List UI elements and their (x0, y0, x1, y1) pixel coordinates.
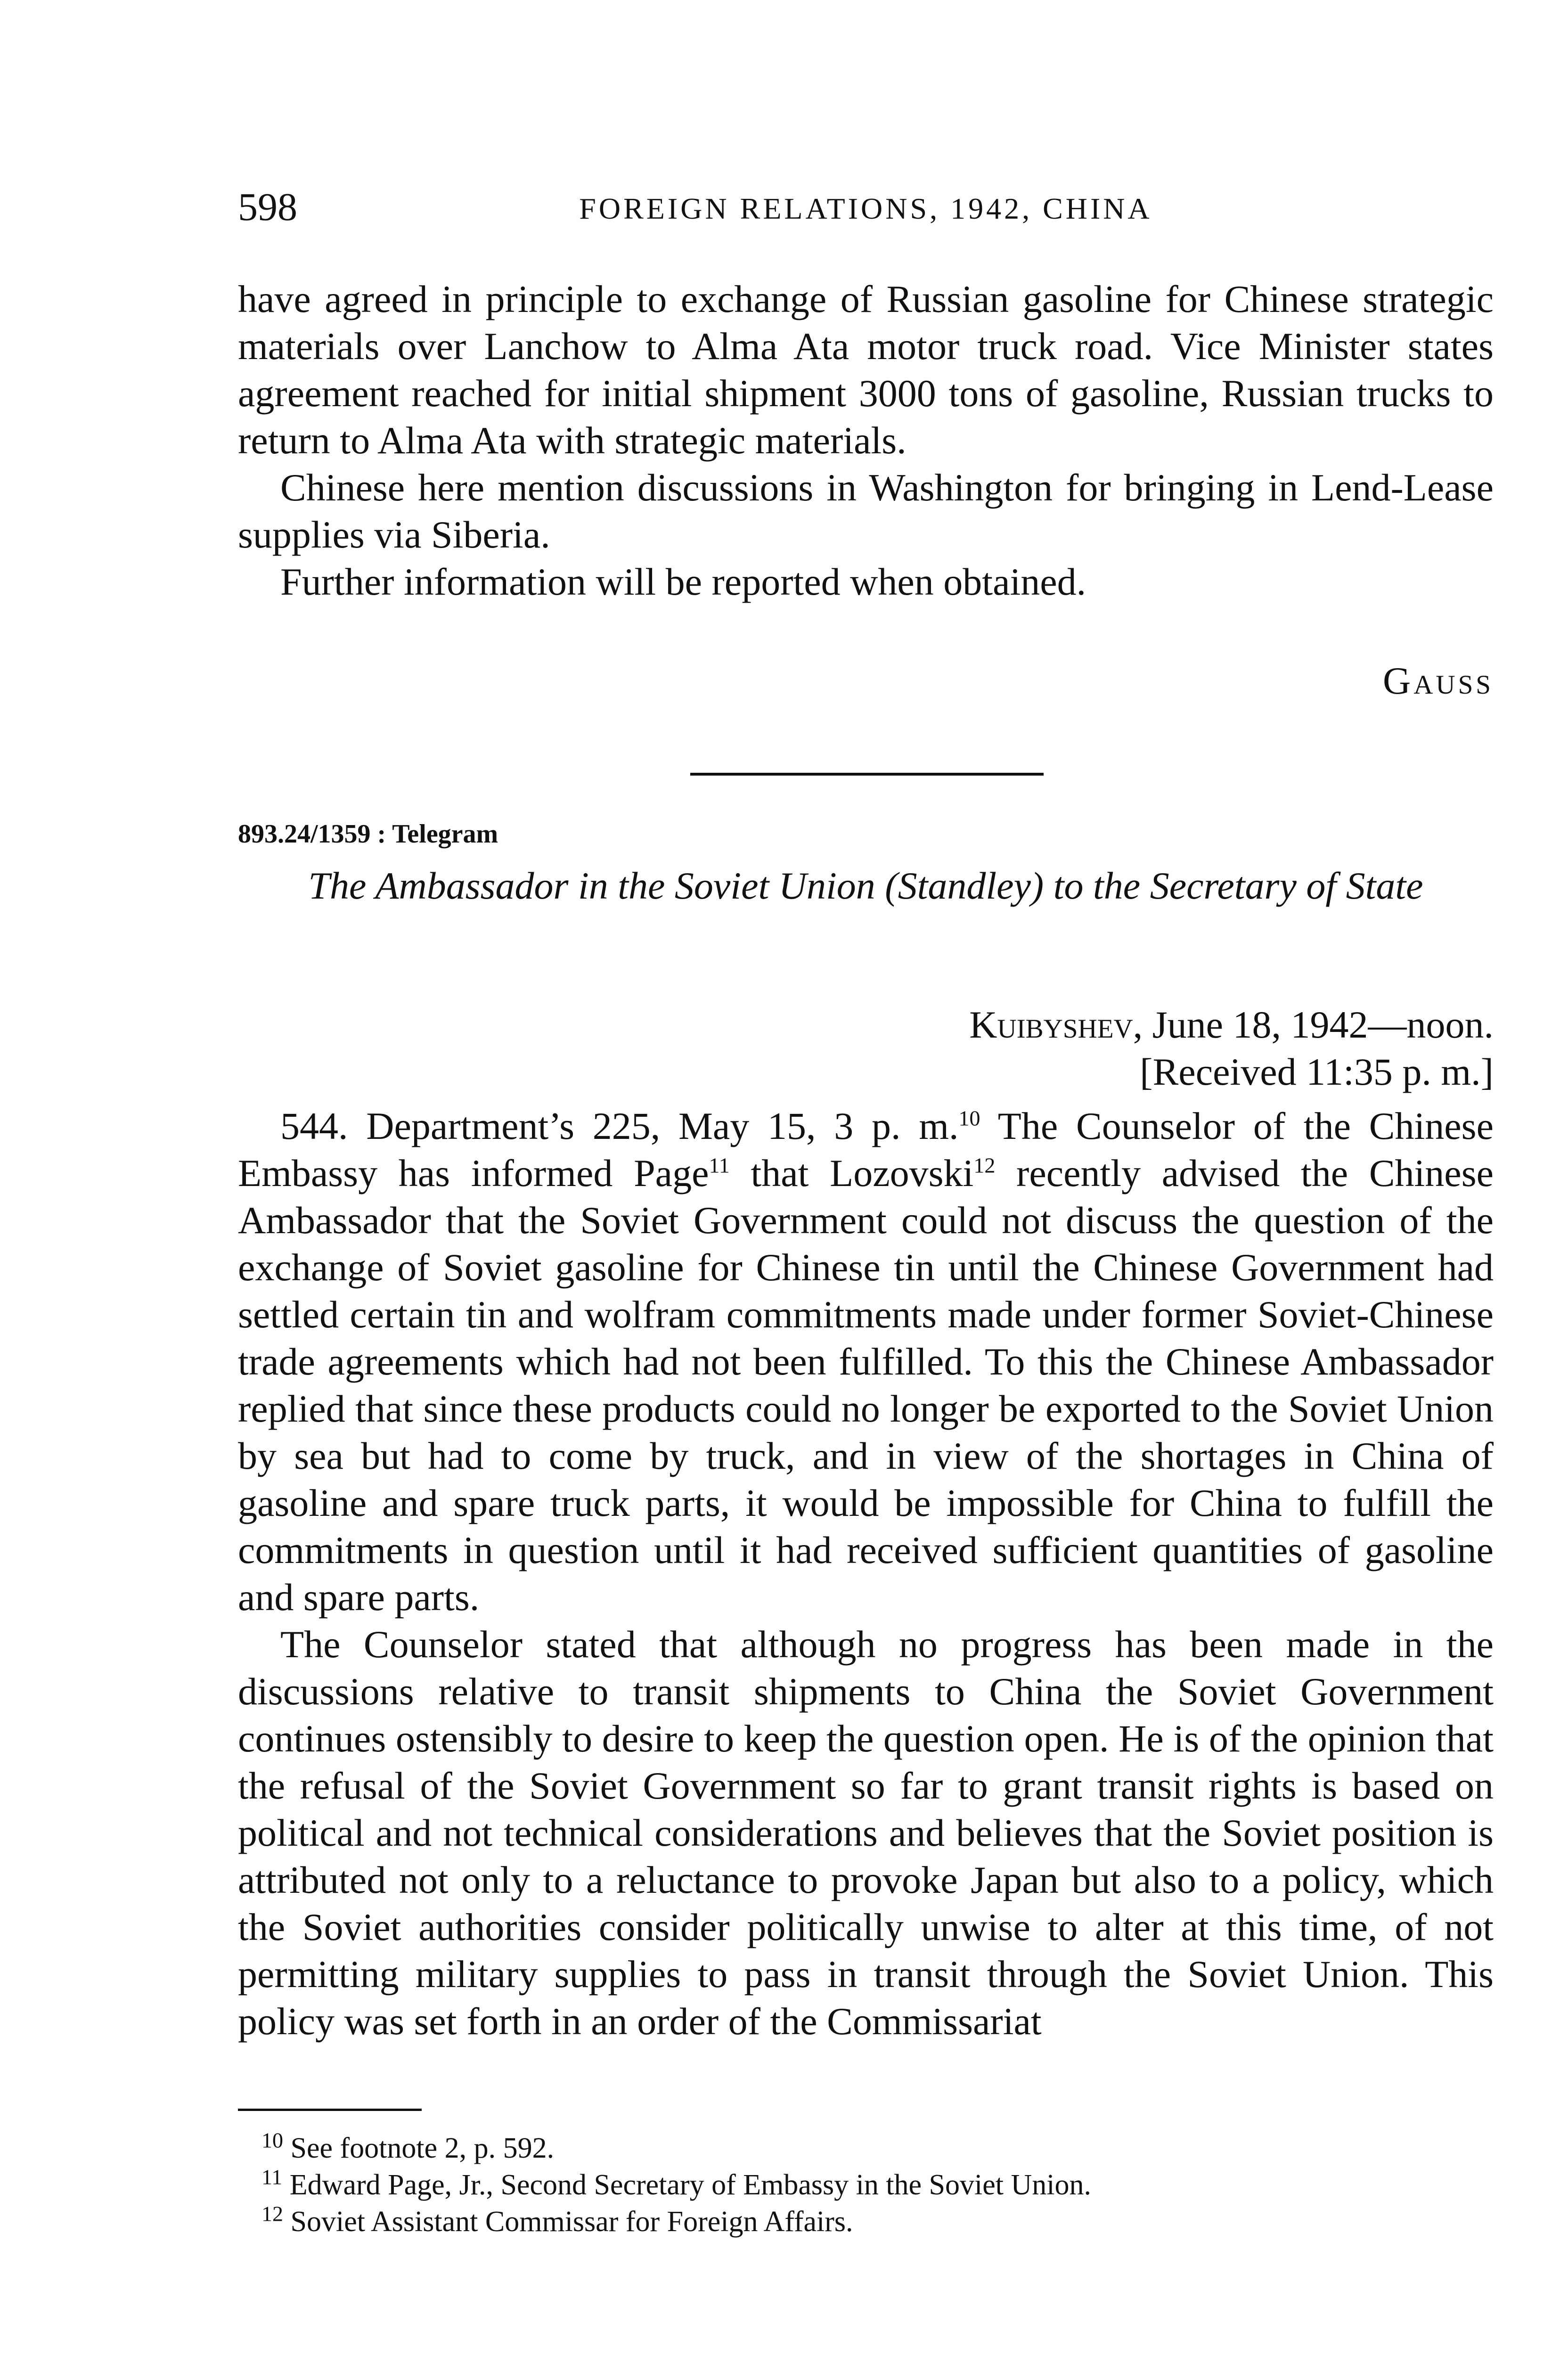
footnote (261, 2203, 1494, 2240)
section-divider (690, 773, 1044, 776)
received-line: [Received 11:35 p. m.] (1140, 1050, 1494, 1093)
text-run: recently advised the Chinese Ambassador that the Soviet Government could not discuss the question of the exchange of Soviet gasoline for Chinese tin until the Chinese Government had settled certain tin and wolfram commitments made under former Soviet-Chinese trade agreements which had not been fulfilled. To this the Chinese Ambassador replied that since these products could no longer be exported to the Soviet Union by sea but had to come by truck, and in view of the shortages in China of gasoline and spare truck parts, it would be impossible for China to fulfill the commitments in question until it had received sufficient quantities of gasoline and spare parts. (238, 1152, 1494, 1619)
footnote-marker: 12 (973, 1153, 996, 1178)
footnote-number: 10 (261, 2128, 283, 2152)
footnotes (261, 2130, 1494, 2240)
telegram-body (238, 1103, 1494, 2045)
document-title: The Ambassador in the Soviet Union (Standley) to the Secretary of State (308, 864, 1423, 907)
continued-text (238, 276, 1494, 605)
paragraph: Further information will be reported when obtained. (280, 560, 1086, 603)
footnote (261, 2130, 1494, 2167)
text-run: that Lozovski (729, 1152, 974, 1194)
file-number: 893.24/1359 : Telegram (238, 819, 498, 849)
dateline-place: Kuibyshev (969, 1003, 1133, 1046)
footnote-number: 11 (261, 2165, 283, 2189)
footnote-divider (238, 2109, 422, 2111)
paragraph: Chinese here mention discussions in Washington for bringing in Lend-Lease supplies via Siberia. (238, 466, 1494, 556)
paragraph: have agreed in principle to exchange of Russian gasoline for Chinese strategic materials over Lanchow to Alma Ata motor truck road. Vice Minister states agreement reached for initial shipment 3000 tons of gasoline, Russian trucks to return to Alma Ata with strategic materials. (238, 278, 1494, 462)
footnote (261, 2167, 1494, 2203)
running-head-title: FOREIGN RELATIONS, 1942, CHINA (579, 192, 1152, 225)
running-head (238, 181, 1494, 233)
footnote-text: Edward Page, Jr., Second Secretary of Embassy in the Soviet Union. (282, 2169, 1092, 2201)
signature-name: Gauss (1383, 659, 1494, 702)
footnote-marker: 10 (958, 1106, 980, 1130)
text-run: The Counselor of the Chinese Embassy has informed Page (238, 1104, 1494, 1194)
footnote-marker: 11 (709, 1153, 730, 1178)
dateline-line (969, 1001, 1494, 1048)
text-run: 544. Department’s 225, May 15, 3 p. m. (280, 1104, 959, 1147)
footnote-text: Soviet Assistant Commissar for Foreign Affairs. (283, 2206, 853, 2238)
paragraph: The Counselor stated that although no progress has been made in the discussions relative to transit shipments to China the Soviet Government continues ostensibly to desire to keep the question open. He is of the opinion that the refusal of the Soviet Government so far to grant transit rights is based on political and not technical considerations and believes that the Soviet position is attributed not only to a reluctance to provoke Japan but also to a policy, which the Soviet authorities consider politically unwise to alter at this time, of not permitting military supplies to pass in transit through the Soviet Union. This policy was set forth in an order of the Commissariat (238, 1623, 1494, 2043)
footnote-number: 12 (261, 2201, 283, 2226)
dateline-date: , June 18, 1942—noon. (1133, 1003, 1494, 1046)
paragraph (238, 1103, 1494, 1621)
signature (1383, 657, 1494, 707)
page-number: 598 (238, 185, 297, 229)
dateline (969, 1001, 1494, 1096)
footnote-text: See footnote 2, p. 592. (283, 2132, 555, 2164)
